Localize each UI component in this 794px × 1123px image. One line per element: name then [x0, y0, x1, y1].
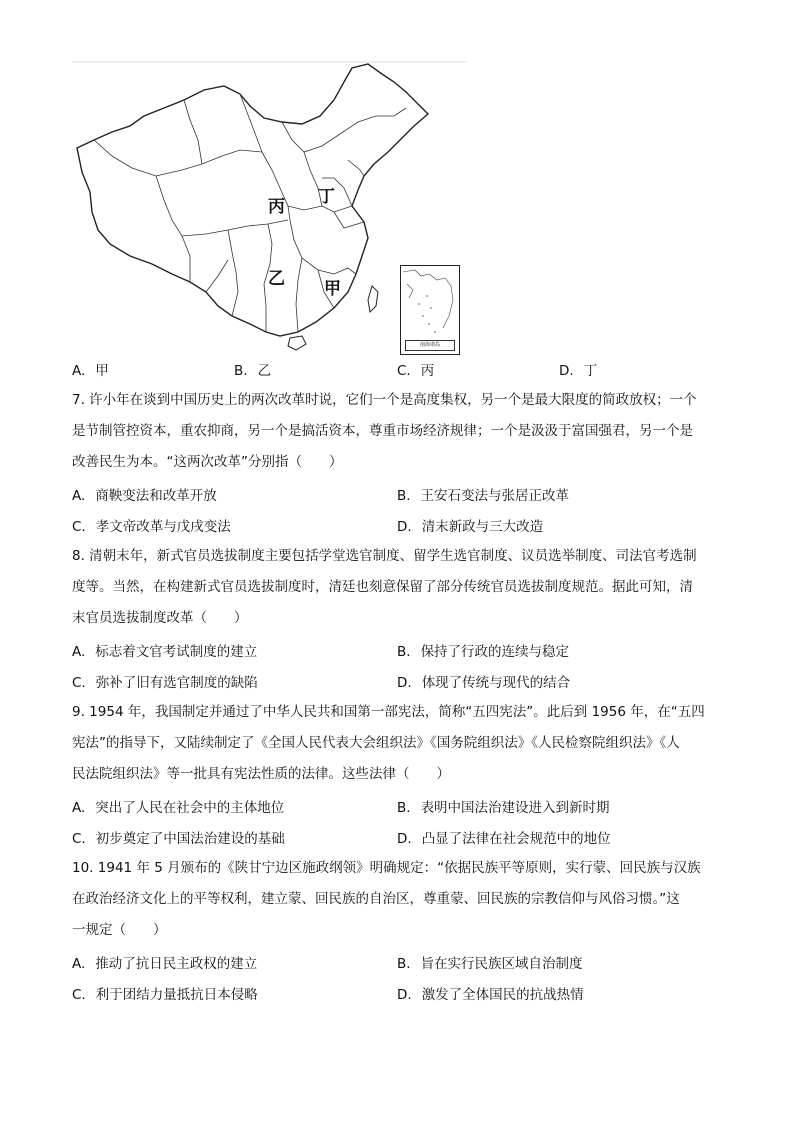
- map-label-jia: 甲: [324, 279, 341, 299]
- china-map-figure: [72, 60, 467, 360]
- q7-stem-line-3: 改善民生为本。“这两次改革”分别指（ ）: [72, 454, 343, 470]
- q6-option-a[interactable]: A. 甲: [72, 363, 109, 379]
- q9-option-c[interactable]: C. 初步奠定了中国法治建设的基础: [72, 831, 285, 847]
- q6-options: [72, 359, 732, 379]
- q8-option-c[interactable]: C. 弥补了旧有选官制度的缺陷: [72, 675, 258, 691]
- q10-option-c[interactable]: C. 利于团结力量抵抗日本侵略: [72, 987, 258, 1003]
- q10-stem-line-2: 在政治经济文化上的平等权利，建立蒙、回民族的自治区，尊重蒙、回民族的宗教信仰与风俗习惯。”这: [72, 891, 680, 907]
- q9-stem-line-2: 宪法”的指导下，又陆续制定了《全国人民代表大会组织法》《国务院组织法》《人民检察院组织法》《人: [72, 735, 680, 751]
- q10-stem-line-1: 10. 1941 年 5 月颁布的《陕甘宁边区施政纲领》明确规定：“依据民族平等原则，实行蒙、回民族与汉族: [72, 860, 701, 876]
- q9-options-row-2: [72, 827, 732, 847]
- q10-option-d[interactable]: D. 激发了全体国民的抗战热情: [397, 987, 584, 1003]
- q10-option-a[interactable]: A. 推动了抗日民主政权的建立: [72, 956, 258, 972]
- map-label-yi: 乙: [268, 269, 285, 289]
- q8-option-b[interactable]: B. 保持了行政的连续与稳定: [397, 644, 570, 660]
- q10-option-b[interactable]: B. 旨在实行民族区域自治制度: [397, 956, 583, 972]
- q9-option-d[interactable]: D. 凸显了法律在社会规范中的地位: [397, 831, 611, 847]
- q6-option-b[interactable]: B. 乙: [234, 363, 272, 379]
- q10-options-row-1: [72, 952, 732, 972]
- q9-stem-line-1: 9. 1954 年，我国制定并通过了中华人民共和国第一部宪法，简称“五四宪法”。此后到 1956 年，在“五四: [72, 704, 705, 720]
- south-china-sea-inset: [400, 265, 460, 355]
- q8-option-a[interactable]: A. 标志着文官考试制度的建立: [72, 644, 258, 660]
- q8-options-row-2: [72, 671, 732, 691]
- q9-options-row-1: [72, 796, 732, 816]
- q7-option-c[interactable]: C. 孝文帝改革与戊戌变法: [72, 519, 231, 535]
- q10-options-row-2: [72, 983, 732, 1003]
- q8-stem-line-3: 末官员选拔制度改革（ ）: [72, 610, 248, 626]
- q6-option-d[interactable]: D. 丁: [559, 363, 598, 379]
- q7-stem-line-2: 是节制管控资本，重农抑商，另一个是搞活资本，尊重市场经济规律；一个是汲汲于富国强君，另一个是: [72, 423, 693, 439]
- q7-option-a[interactable]: A. 商鞅变法和改革开放: [72, 488, 217, 504]
- map-label-bing: 丙: [268, 197, 285, 217]
- q7-option-b[interactable]: B. 王安石变法与张居正改革: [397, 488, 570, 504]
- q7-options-row-2: [72, 515, 732, 535]
- inset-caption: 南海诸岛: [405, 340, 455, 351]
- q10-stem-line-3: 一规定（ ）: [72, 922, 167, 938]
- q7-stem-line-1: 7. 许小年在谈到中国历史上的两次改革时说，它们一个是高度集权，另一个是最大限度的简政放权；一个: [72, 392, 697, 408]
- q8-stem-line-2: 度等。当然，在构建新式官员选拔制度时，清廷也刻意保留了部分传统官员选拔制度规范。据此可知，清: [72, 579, 693, 595]
- q8-options-row-1: [72, 640, 732, 660]
- q7-options-row-1: [72, 484, 732, 504]
- q8-stem-line-1: 8. 清朝末年，新式官员选拔制度主要包括学堂选官制度、留学生选官制度、议员选举制度、司法官考选制: [72, 548, 697, 564]
- q8-option-d[interactable]: D. 体现了传统与现代的结合: [397, 675, 571, 691]
- map-label-ding: 丁: [318, 187, 335, 207]
- q9-option-b[interactable]: B. 表明中国法治建设进入到新时期: [397, 800, 610, 816]
- q7-option-d[interactable]: D. 清末新政与三大改造: [397, 519, 544, 535]
- q9-option-a[interactable]: A. 突出了人民在社会中的主体地位: [72, 800, 285, 816]
- q9-stem-line-3: 民法院组织法》等一批具有宪法性质的法律。这些法律（ ）: [72, 766, 450, 782]
- q6-option-c[interactable]: C. 丙: [397, 363, 435, 379]
